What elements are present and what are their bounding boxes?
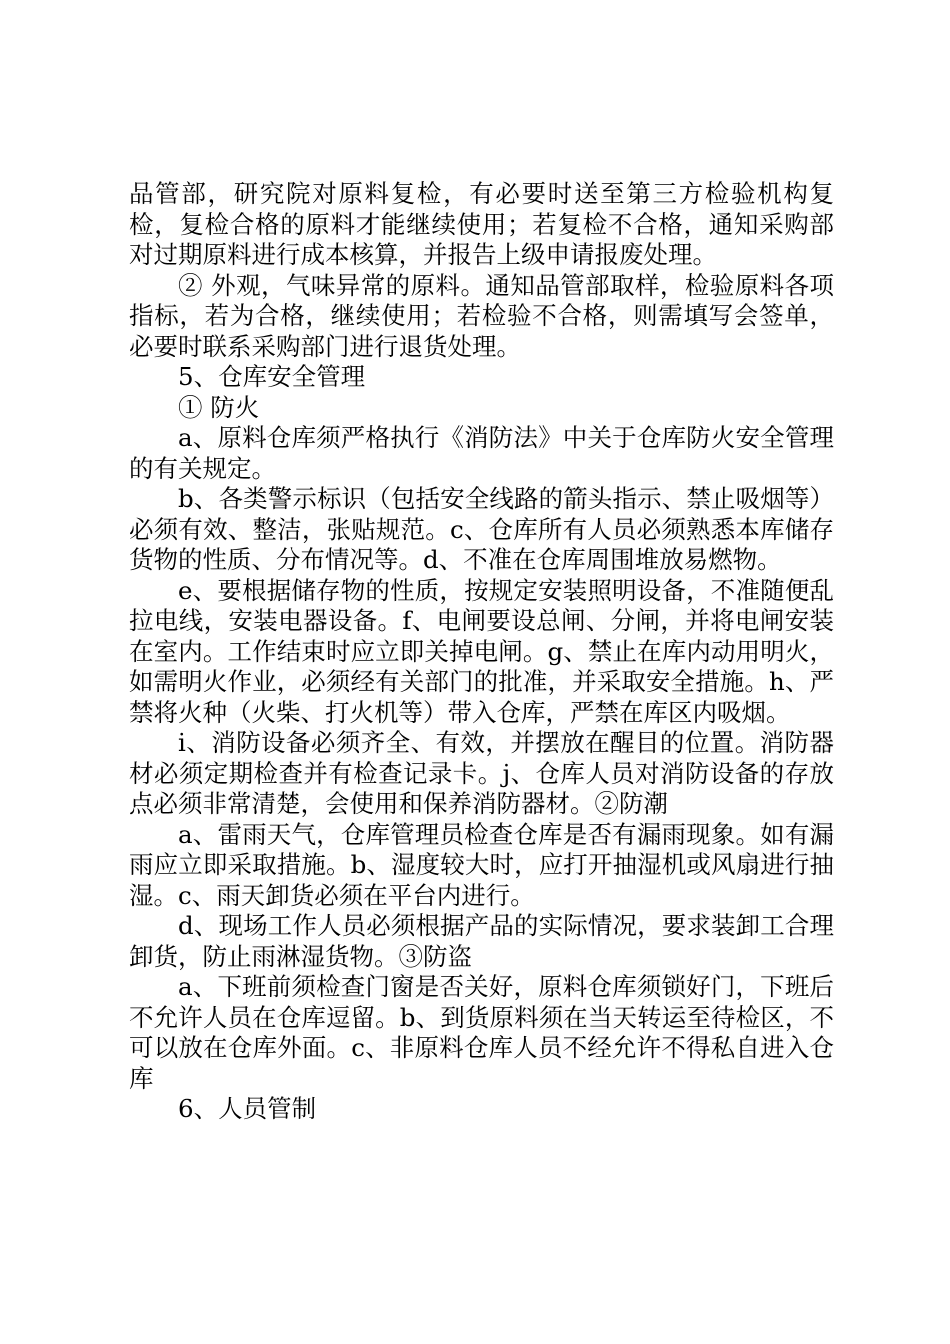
paragraph-10: d、现场工作人员必须根据产品的实际情况，要求装卸工合理卸货，防止雨淋湿货物。③防盗 xyxy=(129,911,834,971)
document-body xyxy=(129,179,834,1125)
paragraph-6: b、各类警示标识（包括安全线路的箭头指示、禁止吸烟等）必须有效、整洁，张贴规范。c、仓库所有人员必须熟悉本库储存货物的性质、分布情况等。d、不准在仓库周围堆放易燃物。 xyxy=(129,484,834,574)
paragraph-9: a、雷雨天气，仓库管理员检查仓库是否有漏雨现象。如有漏雨应立即采取措施。b、湿度较大时，应打开抽湿机或风扇进行抽湿。c、雨天卸货必须在平台内进行。 xyxy=(129,819,834,910)
section-heading-personnel-control: 6、人员管制 xyxy=(178,1094,317,1123)
paragraph-5: a、原料仓库须严格执行《消防法》中关于仓库防火安全管理的有关规定。 xyxy=(129,423,834,483)
section-heading-warehouse-safety: 5、仓库安全管理 xyxy=(178,362,366,391)
paragraph-11: a、下班前须检查门窗是否关好，原料仓库须锁好门，下班后不允许人员在仓库逗留。b、到货原料须在当天转运至待检区，不可以放在仓库外面。c、非原料仓库人员不经允许不得私自进入仓库 xyxy=(129,972,834,1093)
subheading-fire-prevention: ① 防火 xyxy=(178,392,260,422)
paragraph-1: 品管部，研究院对原料复检，有必要时送至第三方检验机构复检，复检合格的原料才能继续使用；若复检不合格，通知采购部对过期原料进行成本核算，并报告上级申请报废处理。 xyxy=(129,179,834,269)
paragraph-2: ② 外观，气味异常的原料。通知品管部取样，检验原料各项指标，若为合格，继续使用；若检验不合格，则需填写会签单，必要时联系采购部门进行退货处理。 xyxy=(129,270,834,361)
paragraph-7: e、要根据储存物的性质，按规定安装照明设备，不准随便乱拉电线，安装电器设备。f、电闸要设总闸、分闸，并将电闸安装在室内。工作结束时应立即关掉电闸。g、禁止在库内动用明火，如需明火作业，必须经有关部门的批准，并采取安全措施。h、严禁将火种（火柴、打火机等）带入仓库，严禁在库区内吸烟。 xyxy=(129,575,834,727)
paragraph-8: i、消防设备必须齐全、有效，并摆放在醒目的位置。消防器材必须定期检查并有检查记录卡。j、仓库人员对消防设备的存放点必须非常清楚，会使用和保养消防器材。②防潮 xyxy=(129,728,834,818)
